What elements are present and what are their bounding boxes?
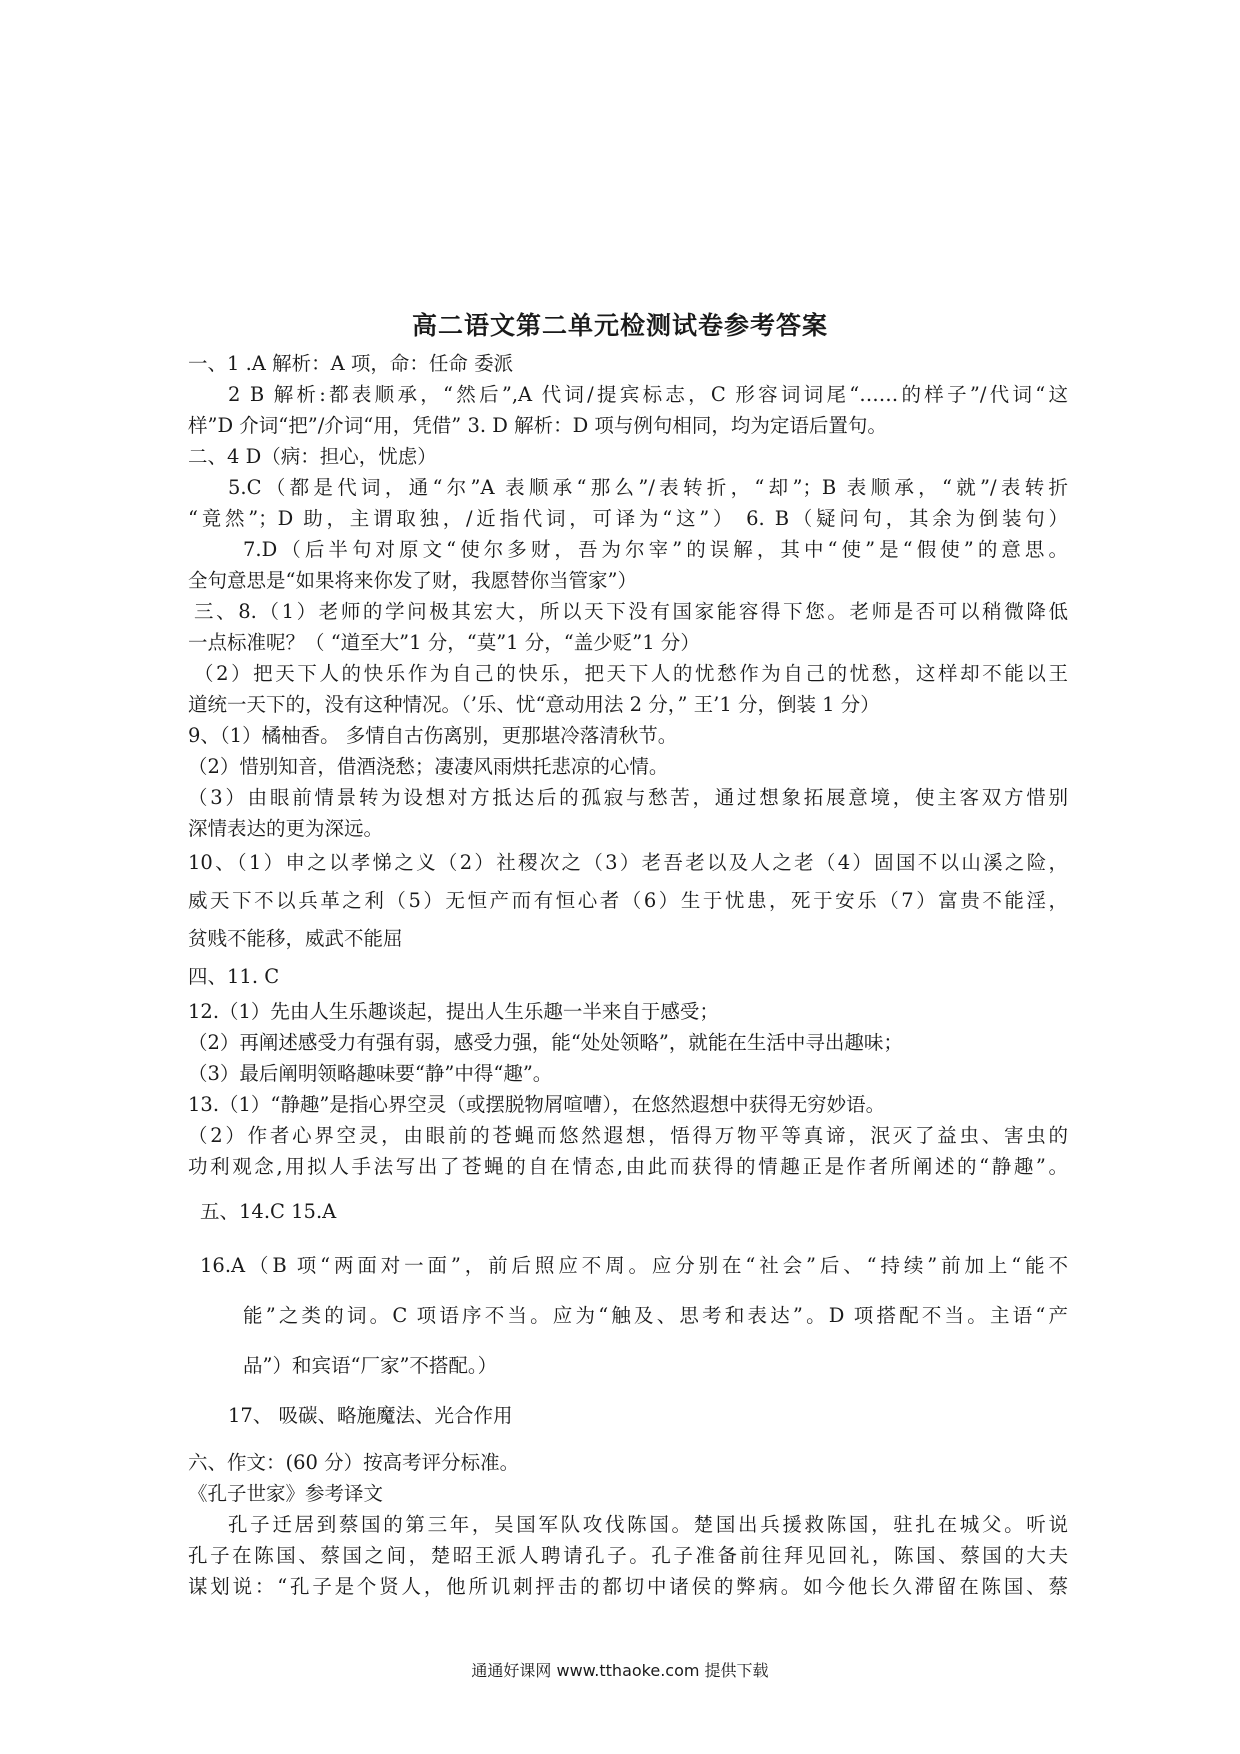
text-line: “竟然”；D 助，主谓取独，/近指代词，可译为“这”） 6. B（疑问句，其余为倒装句） xyxy=(188,507,1068,530)
text-line: （2）惜别知音，借酒浇愁；凄凄风雨烘托悲凉的心情。 xyxy=(188,755,669,778)
text-line: 10、（1）申之以孝悌之义（2）社稷次之（3）老吾老以及人之老（4）固国不以山溪之险， xyxy=(188,851,1068,874)
text-line: （2）作者心界空灵，由眼前的苍蝇而悠然遐想，悟得万物平等真谛，泯灭了益虫、害虫的 xyxy=(188,1124,1068,1147)
text-line: 17、 吸碳、略施魔法、光合作用 xyxy=(228,1404,513,1427)
text-line: 全句意思是“如果将来你发了财，我愿替你当管家”） xyxy=(188,569,637,592)
text-line: 一、1 .A 解析：A 项，命：任命 委派 xyxy=(188,352,514,375)
text-line: 谋划说：“孔子是个贤人，他所讥刺抨击的都切中诸侯的弊病。如今他长久滞留在陈国、蔡 xyxy=(188,1575,1068,1598)
page-title: 高二语文第二单元检测试卷参考答案 xyxy=(411,311,828,340)
text-line: 贫贱不能移，威武不能屈 xyxy=(188,927,403,950)
text-line: （2）再阐述感受力有强有弱，感受力强，能“处处领略”，就能在生活中寻出趣味； xyxy=(188,1031,903,1054)
text-line: 四、11. C xyxy=(188,965,280,988)
text-line: 7.D（后半句对原文“使尔多财，吾为尔宰”的误解，其中“使”是“假使”的意思。 xyxy=(243,538,1068,561)
answer-body xyxy=(188,348,1068,1602)
text-line: 威天下不以兵革之利（5）无恒产而有恒心者（6）生于忧患，死于安乐（7）富贵不能淫， xyxy=(188,889,1068,912)
text-line: 《孔子世家》参考译文 xyxy=(188,1482,384,1505)
text-line: 孔子迁居到蔡国的第三年，吴国军队攻伐陈国。楚国出兵援救陈国，驻扎在城父。听说 xyxy=(228,1513,1068,1536)
text-line: 12.（1）先由人生乐趣谈起，提出人生乐趣一半来自于感受； xyxy=(188,1000,719,1023)
text-line: 2 B 解析:都表顺承，“然后”,A 代词/提宾标志，C 形容词词尾“……的样子”/代词“这 xyxy=(228,383,1068,406)
text-line: 能”之类的词。C 项语序不当。应为“触及、思考和表达”。D 项搭配不当。主语“产 xyxy=(243,1304,1068,1327)
text-line: 三、8.（1）老师的学问极其宏大，所以天下没有国家能容得下您。老师是否可以稍微降低 xyxy=(194,600,1068,623)
text-line: 9、（1）橘柚香。 多情自古伤离别，更那堪冷落清秋节。 xyxy=(188,724,678,747)
text-line: 16.A（B 项“两面对一面”，前后照应不周。应分别在“社会”后、“持续”前加上“能不 xyxy=(200,1254,1068,1277)
text-line: （2）把天下人的快乐作为自己的快乐，把天下人的忧愁作为自己的忧愁，这样却不能以王 xyxy=(194,662,1068,685)
text-line: 道统一天下的，没有这种情况。（’乐、忧“意动用法 2 分，” 王’1 分，倒装 1 分） xyxy=(188,693,880,716)
text-line: 五、14.C 15.A xyxy=(200,1200,337,1223)
text-line: 一点标准呢？（ “道至大”1 分，“莫”1 分，“盖少贬”1 分） xyxy=(188,631,700,654)
text-line: （3）最后阐明领略趣味要“静”中得“趣”。 xyxy=(188,1062,553,1085)
page-footer: 通通好课网 www.tthaoke.com 提供下载 xyxy=(471,1661,769,1680)
text-line: 二、4 D（病：担心，忧虑） xyxy=(188,445,437,468)
text-line: 样”D 介词“把”/介词“用，凭借” 3. D 解析：D 项与例句相同，均为定语后置句。 xyxy=(188,414,887,437)
text-line: 13.（1）“静趣”是指心界空灵（或摆脱物屑喧嘈），在悠然遐想中获得无穷妙语。 xyxy=(188,1093,886,1116)
text-line: 功利观念,用拟人手法写出了苍蝇的自在情态,由此而获得的情趣正是作者所阐述的“静趣”。 xyxy=(188,1155,1068,1178)
text-line: 品”）和宾语“厂家”不搭配。） xyxy=(243,1354,498,1377)
text-line: 深情表达的更为深远。 xyxy=(188,817,384,840)
text-line: 六、作文：(60 分）按高考评分标准。 xyxy=(188,1451,520,1474)
text-line: 5.C（都是代词，通“尔”A 表顺承“那么”/表转折，“却”；B 表顺承，“就”/表转折 xyxy=(228,476,1068,499)
text-line: 孔子在陈国、蔡国之间，楚昭王派人聘请孔子。孔子准备前往拜见回礼，陈国、蔡国的大夫 xyxy=(188,1544,1068,1567)
text-line: （3）由眼前情景转为设想对方抵达后的孤寂与愁苦，通过想象拓展意境，使主客双方惜别 xyxy=(188,786,1068,809)
